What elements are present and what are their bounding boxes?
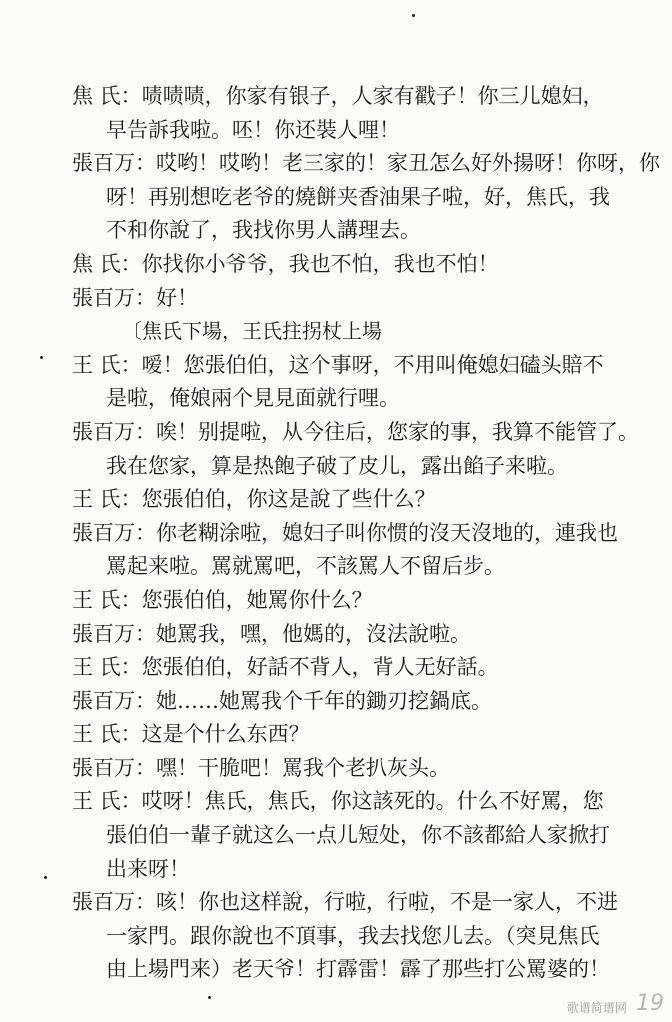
dialogue-line: 王 氏：您張伯伯，你这是說了些什么？	[72, 487, 436, 512]
dialogue-line: 出来呀！	[106, 856, 190, 881]
dialogue-line: 王 氏：哎呀！焦氏，焦氏，你这該死的。什么不好罵，您	[72, 789, 604, 814]
page-footer	[0, 991, 664, 1016]
dialogue-line: 一家門。跟你說也不頂事，我去找您儿去。（突見焦氏	[106, 923, 600, 948]
dialogue-line: 王 氏：您張伯伯，好話不背人，背人无好話。	[72, 655, 499, 680]
watermark-text: 歌谱简谱网	[566, 1001, 627, 1015]
dialogue-line: 張百万：咳！你也这样說，行啦，行啦，不是一家人，不进	[72, 890, 618, 915]
dialogue-line: 張百万：哎哟！哎哟！老三家的！家丑怎么好外揚呀！你呀，你	[72, 151, 660, 176]
dialogue-line: 由上場門来）老天爷！打霹雷！霹了那些打公罵婆的！	[106, 957, 610, 982]
dialogue-line: 我在您家，算是热飽子破了皮儿，露出餡子来啦。	[106, 453, 568, 478]
dialogue-line: 張百万：唉！别提啦，从今往后，您家的事，我算不能管了。	[72, 419, 639, 444]
dialogue-line: 是啦，俺娘兩个見見面就行哩。	[106, 386, 400, 411]
dialogue-line: 早告訴我啦。呸！你还裝人哩！	[106, 117, 400, 142]
print-speck	[44, 876, 47, 879]
dialogue-line: 呀！再别想吃老爷的燒餅夹香油果子啦，好，焦氏，我	[106, 184, 610, 209]
script-text	[72, 80, 660, 987]
dialogue-line: 張百万：嘿！干脆吧！罵我个老扒灰头。	[72, 755, 450, 780]
dialogue-line: 王 氏：嗳！您張伯伯，这个事呀，不用叫俺媳妇磕头賠不	[72, 352, 604, 377]
dialogue-line: 張伯伯一輩子就这么一点儿短处，你不該都給人家掀打	[106, 823, 610, 848]
stage-direction: 〔焦氏下場，王氏拄拐杖上場	[122, 319, 382, 344]
dialogue-line: 張百万：你老糊涂啦，媳妇子叫你惯的沒天沒地的，連我也	[72, 520, 618, 545]
dialogue-line: 焦 氏：啧啧啧，你家有银子，人家有戳子！你三儿媳妇，	[72, 84, 604, 108]
dialogue-line: 不和你說了，我找你男人講理去。	[106, 218, 421, 243]
dialogue-line: 罵起来啦。罵就罵吧，不該罵人不留后步。	[106, 554, 505, 579]
dialogue-line: 張百万：好！	[72, 285, 198, 310]
print-speck	[412, 14, 415, 17]
dialogue-line: 張百万：她罵我，嘿，他媽的，沒法說啦。	[72, 621, 471, 646]
dialogue-line: 焦 氏：你找你小爷爷，我也不怕，我也不怕！	[72, 251, 499, 276]
dialogue-line: 王 氏：您張伯伯，她罵你什么？	[72, 587, 373, 612]
dialogue-line: 王 氏：这是个什么东西？	[72, 722, 310, 747]
page-number: 19	[636, 991, 664, 1016]
dialogue-line: 張百万：她……她罵我个千年的鋤刃挖鍋底。	[72, 688, 492, 713]
print-speck	[40, 356, 43, 359]
